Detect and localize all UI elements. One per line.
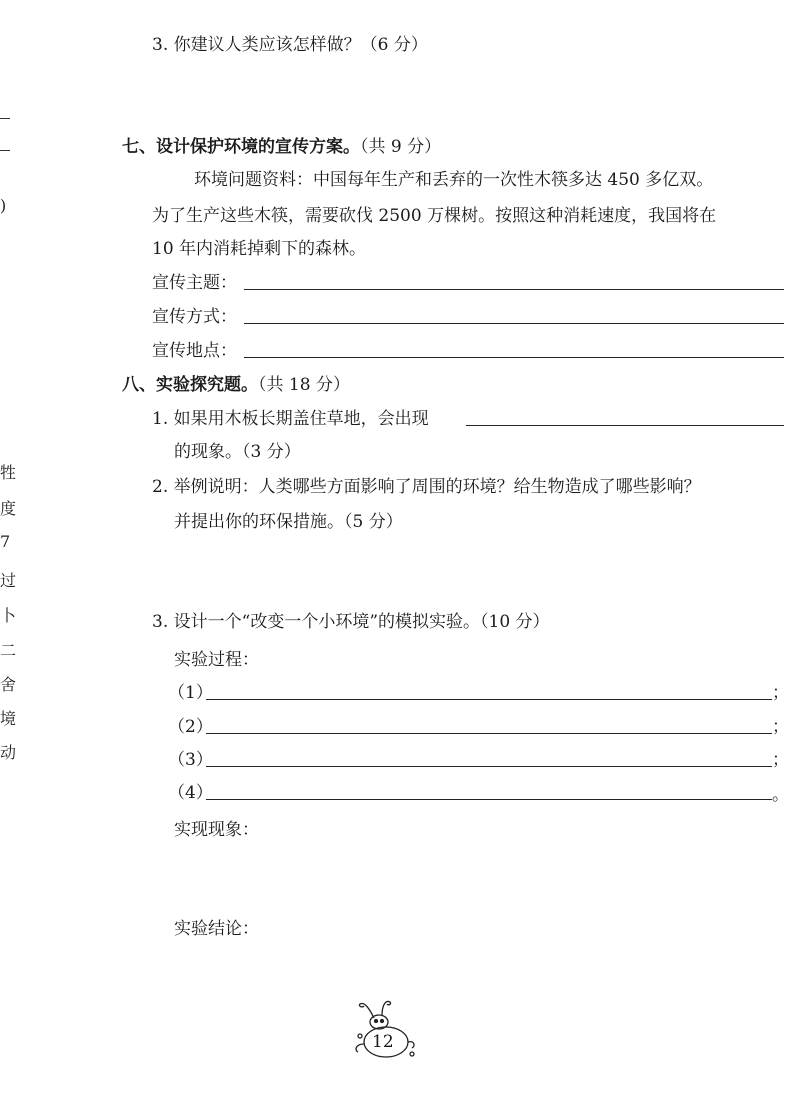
- campaign-method-field[interactable]: [244, 323, 784, 324]
- section-8-heading: [122, 370, 350, 395]
- page-number: 12: [372, 1032, 394, 1052]
- step-1-field[interactable]: [206, 699, 772, 700]
- section-7-title: 七、设计保护环境的宣传方案。: [122, 137, 360, 157]
- section-7-score: （共 9 分）: [360, 137, 442, 157]
- section-8-score: （共 18 分）: [258, 375, 350, 395]
- section-7-para-line-1: 环境问题资料：中国每年生产和丢弃的一次性木筷多达 450 多亿双。: [194, 170, 714, 190]
- margin-char-3: 7: [0, 532, 11, 551]
- margin-rule-2: [0, 150, 10, 151]
- step-2-field[interactable]: [206, 733, 772, 734]
- experiment-process-label: 实验过程：: [174, 650, 259, 670]
- question-8-1-text-cont: 的现象。（3 分）: [174, 442, 301, 462]
- question-6-3: 3. 你建议人类应该怎样做？（6 分）: [152, 35, 428, 55]
- section-7-para-line-3: 10 年内消耗掉剩下的森林。: [152, 239, 367, 259]
- question-8-2-text-cont: 并提出你的环保措施。（5 分）: [174, 512, 403, 532]
- section-7-heading: [122, 132, 441, 157]
- step-3-end: ；: [772, 750, 789, 770]
- margin-char-1: 牲: [0, 463, 17, 482]
- step-2-end: ；: [772, 717, 789, 737]
- question-8-2-text: 2. 举例说明：人类哪些方面影响了周围的环境？给生物造成了哪些影响？: [152, 477, 701, 497]
- campaign-method-label: 宣传方式：: [152, 307, 237, 327]
- margin-char-5: 卜: [0, 606, 17, 625]
- page-number-badge: [344, 996, 424, 1060]
- margin-paren: ): [0, 196, 7, 215]
- step-3-field[interactable]: [206, 766, 772, 767]
- section-7-para-line-2: 为了生产这些木筷，需要砍伐 2500 万棵树。按照这种消耗速度，我国将在: [152, 206, 717, 226]
- question-8-1-text: 1. 如果用木板长期盖住草地，会出现: [152, 409, 429, 429]
- campaign-location-label: 宣传地点：: [152, 341, 237, 361]
- step-4-field[interactable]: [206, 799, 772, 800]
- margin-char-4: 过: [0, 571, 17, 590]
- step-4-label: （4）: [168, 783, 213, 803]
- step-3-label: （3）: [168, 750, 213, 770]
- step-2-label: （2）: [168, 717, 213, 737]
- margin-char-9: 动: [0, 743, 17, 762]
- question-8-1-answer-field[interactable]: [466, 425, 784, 426]
- section-8-title: 八、实验探究题。: [122, 375, 258, 395]
- margin-char-8: 境: [0, 709, 17, 728]
- question-8-3-text: 3. 设计一个“改变一个小环境”的模拟实验。（10 分）: [152, 612, 550, 632]
- margin-char-6: 二: [0, 641, 17, 660]
- margin-char-2: 度: [0, 499, 17, 518]
- margin-char-7: 舍: [0, 675, 17, 694]
- step-1-label: （1）: [168, 683, 213, 703]
- step-1-end: ；: [772, 683, 789, 703]
- phenomenon-label: 实现现象：: [174, 820, 259, 840]
- campaign-theme-label: 宣传主题：: [152, 273, 237, 293]
- margin-rule-1: [0, 118, 10, 119]
- campaign-location-field[interactable]: [244, 357, 784, 358]
- conclusion-label: 实验结论：: [174, 919, 259, 939]
- step-4-end: 。: [772, 785, 789, 805]
- campaign-theme-field[interactable]: [244, 289, 784, 290]
